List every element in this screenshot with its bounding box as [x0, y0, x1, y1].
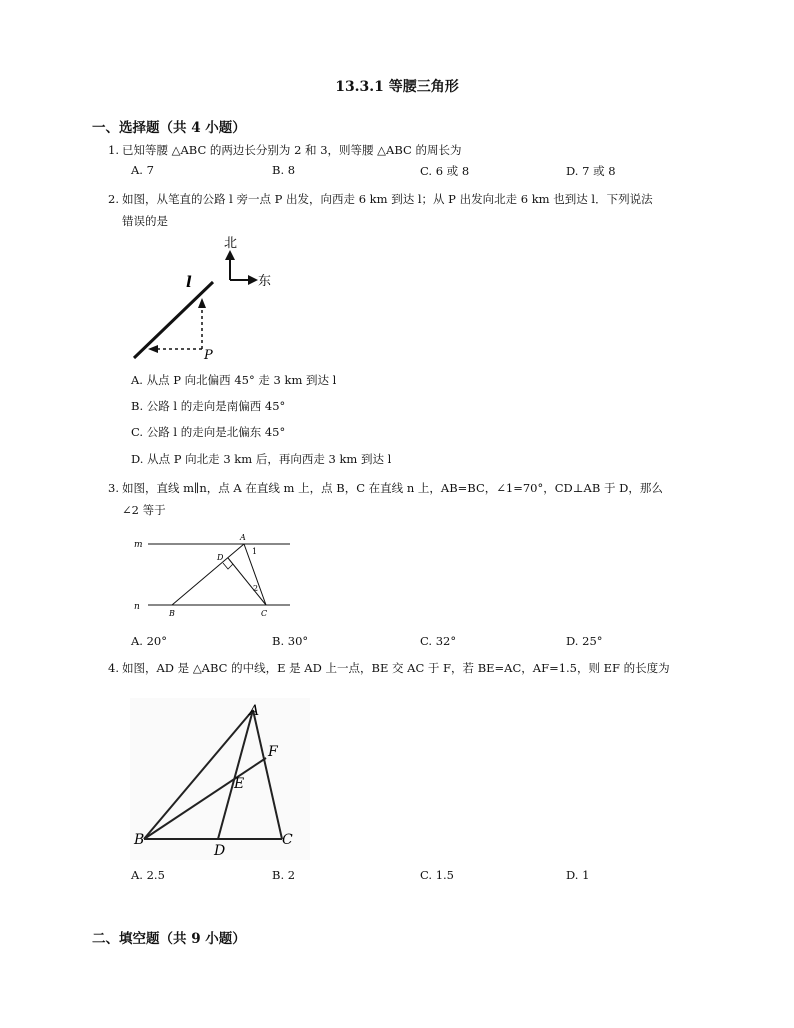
north-arrowhead	[225, 250, 235, 260]
option-d: D. 7 或 8	[566, 164, 616, 178]
question-text: 已知等腰 △ABC 的两边长分别为 2 和 3，则等腰 △ABC 的周长为	[122, 143, 462, 157]
section-heading-choice: 一、选择题（共 4 小题）	[92, 120, 246, 136]
option-d: D. 1	[566, 868, 590, 882]
option-b: B. 2	[272, 868, 296, 882]
option-a: A. 从点 P 向北偏西 45° 走 3 km 到达 l	[131, 373, 337, 387]
page-title: 13.3.1 等腰三角形	[335, 79, 459, 95]
point-d-label: D	[217, 553, 224, 562]
point-c-label: C	[261, 609, 268, 618]
option-a: A. 7	[131, 163, 154, 177]
option-d: D. 25°	[566, 634, 603, 648]
angle-1-label: 1	[252, 547, 258, 556]
question-number: 4.	[108, 661, 119, 675]
question-text: 如图，AD 是 △ABC 的中线，E 是 AD 上一点，BE 交 AC 于 F，若 BE=AC，AF=1.5，则 EF 的长度为	[122, 661, 670, 675]
question-text-continued: ∠2 等于	[122, 503, 166, 517]
point-e-label: E	[234, 776, 245, 792]
option-c: C. 1.5	[420, 868, 454, 882]
line-n-label: n	[134, 602, 140, 612]
question-number: 2.	[108, 192, 119, 206]
point-p-label: P	[204, 348, 213, 363]
option-c: C. 6 或 8	[420, 164, 470, 178]
question-text: 如图，从笔直的公路 l 旁一点 P 出发，向西走 6 km 到达 l；从 P 出发向北走 6 km 也到达 l．下列说法	[122, 192, 653, 206]
option-b: B. 8	[272, 163, 296, 177]
triangle-median-figure	[130, 698, 310, 860]
north-path-arrowhead	[198, 298, 206, 308]
point-c-label: C	[282, 832, 293, 848]
parallel-lines-figure	[130, 532, 296, 622]
option-b: B. 公路 l 的走向是南偏西 45°	[131, 399, 286, 413]
north-label: 北	[224, 236, 238, 251]
question-number: 1.	[108, 143, 119, 157]
point-b-label: B	[134, 832, 145, 848]
line-m-label: m	[134, 540, 143, 550]
west-path-arrowhead	[148, 345, 158, 353]
angle-2-label: 2	[253, 584, 259, 593]
segment-ab	[172, 544, 244, 605]
point-d-label: D	[214, 843, 226, 859]
right-angle-mark	[223, 563, 233, 569]
road-l-line	[134, 282, 213, 358]
point-a-label: A	[240, 533, 246, 542]
road-direction-figure	[128, 232, 278, 364]
question-text: 如图，直线 m∥n，点 A 在直线 m 上，点 B，C 在直线 n 上，AB=BC，∠1=70°，CD⊥AB 于 D，那么	[122, 481, 663, 495]
option-a: A. 2.5	[131, 868, 165, 882]
point-f-label: F	[268, 744, 278, 760]
point-b-label: B	[169, 609, 175, 618]
section-heading-fill-in: 二、填空题（共 9 小题）	[92, 931, 246, 947]
option-d: D. 从点 P 向北走 3 km 后，再向西走 3 km 到达 l	[131, 452, 392, 466]
option-c: C. 32°	[420, 634, 457, 648]
road-l-label: l	[186, 273, 192, 291]
east-arrowhead	[248, 275, 258, 285]
option-b: B. 30°	[272, 634, 309, 648]
point-a-label: A	[249, 703, 260, 719]
segment-cd	[228, 558, 266, 605]
question-number: 3.	[108, 481, 119, 495]
option-a: A. 20°	[131, 634, 167, 648]
option-c: C. 公路 l 的走向是北偏东 45°	[131, 425, 286, 439]
east-label: 东	[258, 274, 272, 289]
question-text-continued: 错误的是	[122, 214, 168, 228]
